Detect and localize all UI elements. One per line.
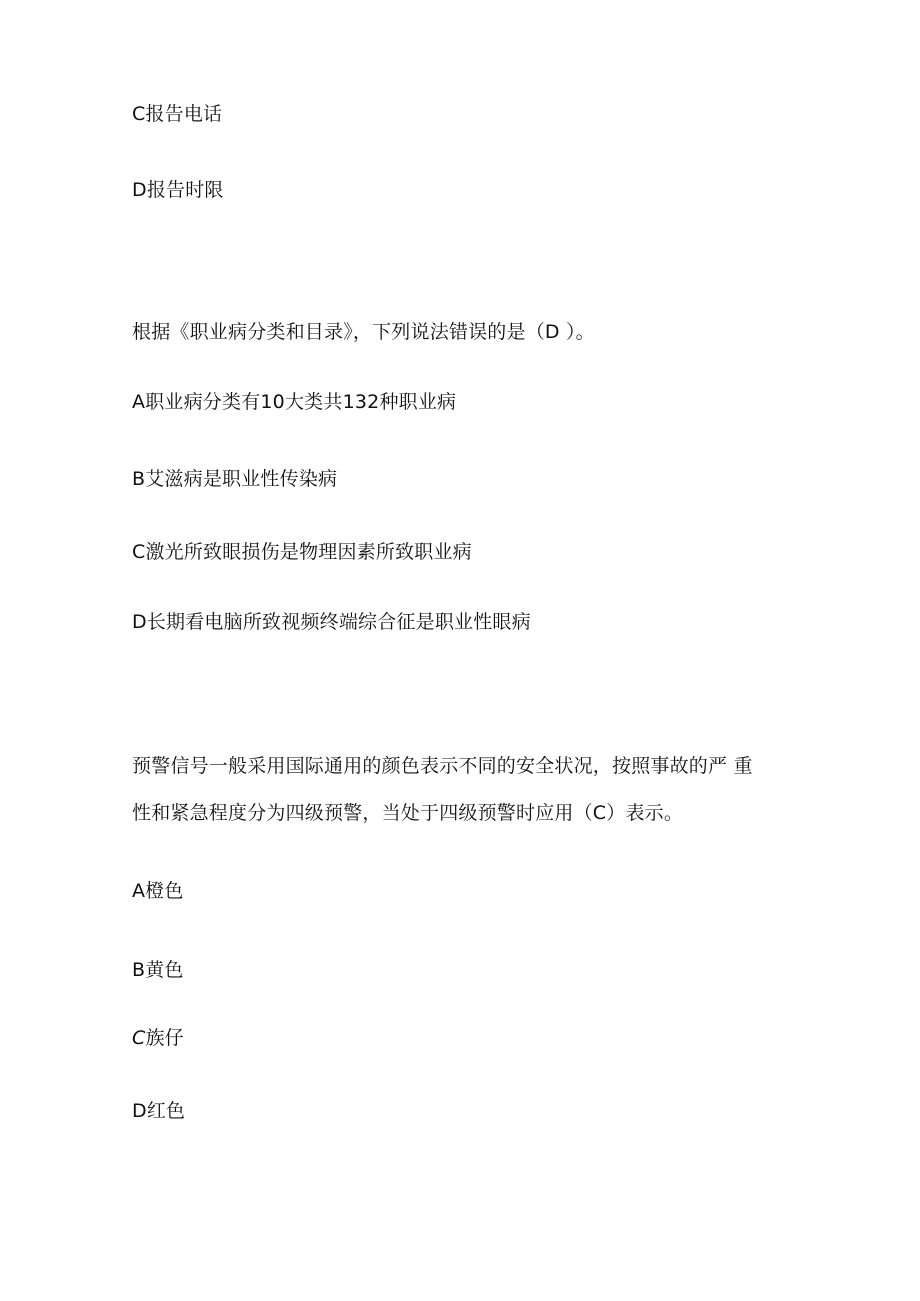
question-2-option-c [132, 1026, 184, 1050]
question-1-option-d: D长期看电脑所致视频终端综合征是职业性眼病 [132, 611, 531, 633]
question-2-option-d: D红色 [132, 1100, 186, 1122]
question-1-option-b: B艾滋病是职业性传染病 [132, 468, 338, 490]
question-2-option-a: A橙色 [132, 880, 184, 902]
question-2-stem-line-2: 性和紧急程度分为四级预警，当处于四级预警时应用（C）表示。 [132, 802, 684, 824]
option-c-letter: C [132, 1027, 146, 1049]
option-c-text: 族仔 [145, 1027, 184, 1049]
question-1-option-a: A职业病分类有10大类共132种职业病 [132, 391, 457, 413]
prev-question-option-c: C报告电话 [132, 103, 223, 125]
question-1-stem: 根据《职业病分类和目录》，下列说法错误的是（D ）。 [132, 321, 595, 343]
question-2-option-b: B黄色 [132, 959, 184, 981]
prev-question-option-d: D报告时限 [132, 179, 224, 201]
question-2-stem-line-1: 预警信号一般采用国际通用的颜色表示不同的安全状况，按照事故的严 重 [132, 755, 753, 777]
question-1-option-c: C激光所致眼损伤是物理因素所致职业病 [132, 541, 472, 563]
